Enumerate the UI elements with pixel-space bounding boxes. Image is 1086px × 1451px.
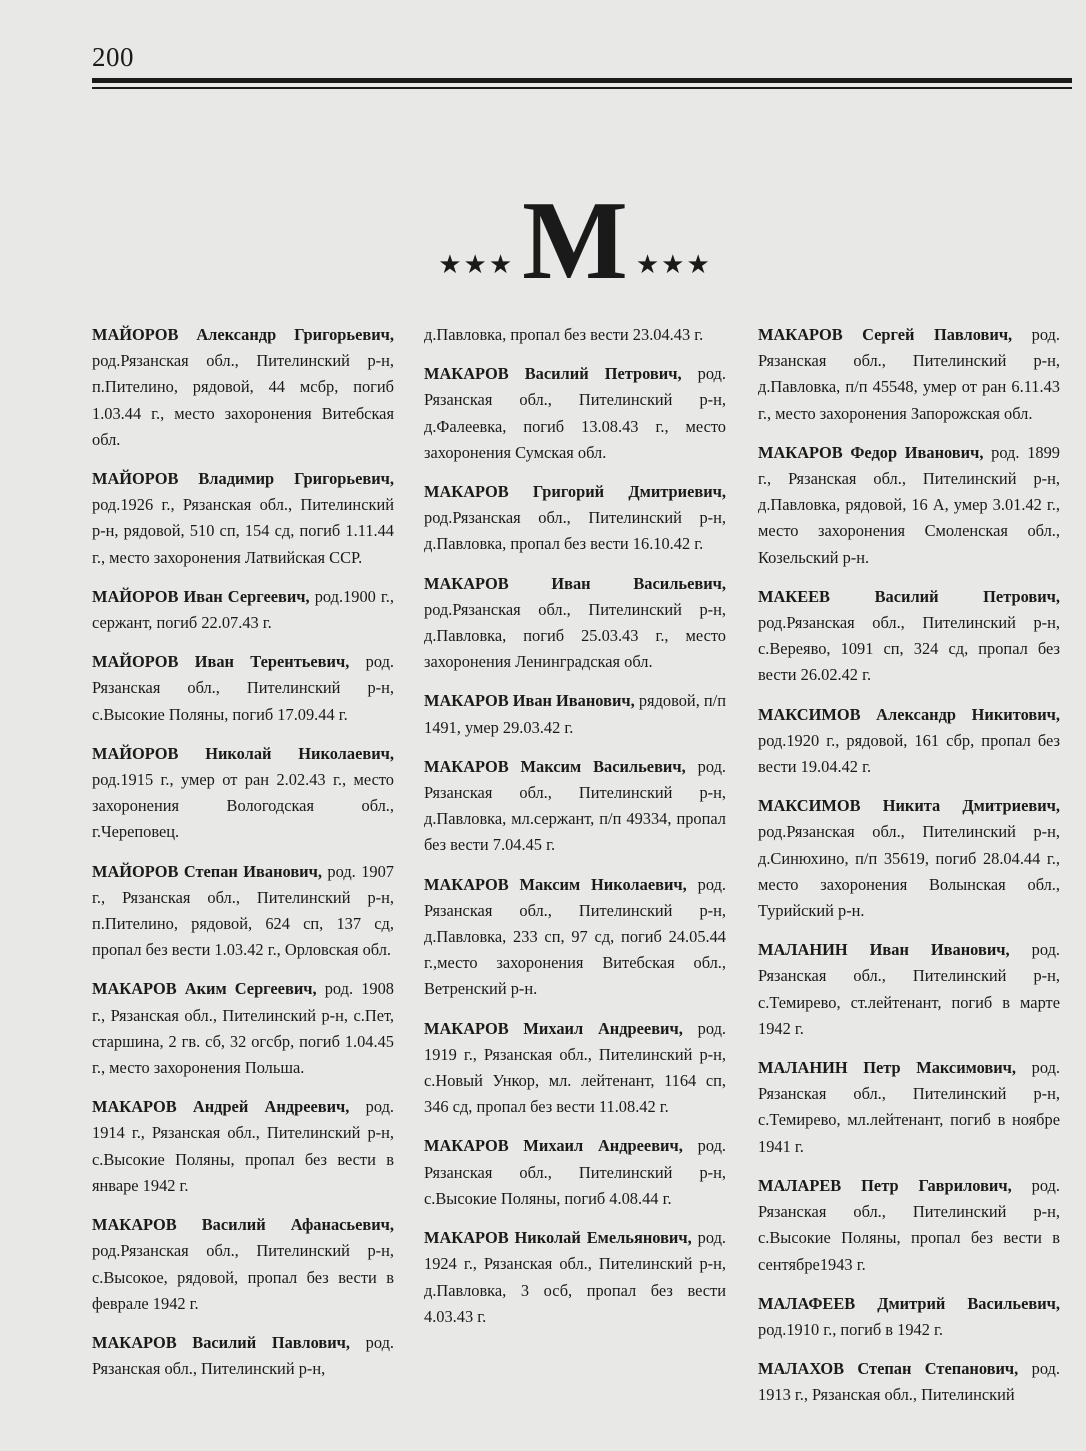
list-item — [424, 479, 726, 558]
list-item — [758, 440, 1060, 571]
person-details: род.1926 г., Рязанская обл., Пителинский р-н, рядовой, 510 сп, 154 сд, погиб 1.11.44 г., место захоронения Латвийская ССР. — [92, 495, 394, 567]
section-letter-block — [410, 179, 740, 304]
person-details: род. 1907 г., Рязанская обл., Пителинский р-н, п.Пителино, рядовой, 624 сп, 137 сд, пропал без вести 1.03.42 г., Орловская обл. — [92, 861, 394, 960]
list-item — [92, 1212, 394, 1317]
list-item — [424, 361, 726, 466]
person-details: род.Рязанская обл., Пителинский р-н, д.Павловка, пропал без вести 16.10.42 г. — [424, 508, 726, 554]
list-item — [758, 793, 1060, 924]
person-details: род.1920 г., рядовой, 161 сбр, пропал без вести 19.04.42 г. — [758, 730, 1060, 777]
list-item — [424, 1133, 726, 1212]
person-name: МАКАРОВ Андрей Андреевич, — [92, 1097, 350, 1117]
person-name: МАКАРОВ Аким Сергеевич, — [92, 979, 317, 999]
person-details: род. Рязанская обл., Пителинский р-н, с.Темирево, мл.лейтенант, погиб в ноябре 1941 г. — [758, 1058, 1061, 1156]
person-details: род. 1913 г., Рязанская обл., Пителинский — [758, 1359, 1060, 1405]
person-details: род. 1899 г., Рязанская обл., Пителинский р-н, д.Павловка, рядовой, 16 А, умер 3.01.42 г., место захоронения Смоленская обл., Козельский р-н. — [758, 442, 1060, 567]
person-name: МАЙОРОВ Владимир Григорьевич, — [92, 469, 394, 489]
person-name: МАЙОРОВ Иван Терентьевич, — [92, 652, 350, 672]
person-details: род. Рязанская обл., Пителинский р-н, с.Высокие Поляны, погиб 17.09.44 г. — [92, 652, 394, 724]
person-details: род. 1924 г., Рязанская обл., Пителинский р-н, д.Павловка, 3 осб, пропал без вести 4.03.43 г. — [424, 1228, 727, 1326]
person-details: род.Рязанская обл., Пителинский р-н, п.Пителино, рядовой, 44 мсбр, погиб 1.03.44 г., место захоронения Витебская обл. — [92, 351, 394, 449]
list-item — [424, 754, 726, 859]
person-name: МАКАРОВ Григорий Дмитриевич, — [424, 482, 726, 502]
person-name: МАКАРОВ Максим Николаевич, — [424, 874, 687, 894]
list-item — [92, 1094, 394, 1199]
person-name: МАКАРОВ Василий Павлович, — [92, 1332, 351, 1352]
person-name: МАКАРОВ Василий Афанасьевич, — [92, 1215, 394, 1235]
list-item — [758, 322, 1060, 427]
person-name: МАЛАНИН Иван Иванович, — [758, 940, 1010, 960]
person-name: МАКАРОВ Михаил Андреевич, — [424, 1136, 683, 1156]
person-details: род. Рязанская обл., Пителинский р-н, с.Высокие Поляны, пропал без вести в сентябре1943 г. — [758, 1175, 1060, 1274]
list-item — [92, 322, 394, 453]
person-details: род.Рязанская обл., Пителинский р-н, с.Высокое, рядовой, пропал без вести в феврале 1942 г. — [92, 1241, 394, 1313]
person-details: род.Рязанская обл., Пителинский р-н, д.Павловка, погиб 25.03.43 г., место захоронения Ленинградская обл. — [424, 599, 726, 672]
person-name: МАКАРОВ Михаил Андреевич, — [424, 1018, 683, 1038]
list-item — [92, 584, 394, 636]
list-item — [758, 1055, 1060, 1160]
column-3 — [758, 322, 1060, 1422]
person-name: МАКЕЕВ Василий Петрович, — [758, 586, 1060, 606]
person-name: МАКАРОВ Иван Васильевич, — [424, 573, 726, 593]
section-letter: М — [522, 179, 628, 304]
list-item — [758, 1356, 1060, 1408]
list-item — [92, 466, 394, 571]
person-name: МАКСИМОВ Александр Никитович, — [758, 704, 1060, 724]
list-item — [92, 859, 394, 964]
list-item — [424, 571, 726, 676]
list-item — [758, 937, 1060, 1042]
person-name: МАКАРОВ Сергей Павлович, — [758, 325, 1013, 344]
person-details: род. Рязанская обл., Пителинский р-н, с.Высокие Поляны, погиб 4.08.44 г. — [424, 1136, 726, 1208]
list-item — [758, 1291, 1060, 1343]
page-number: 200 — [92, 42, 134, 72]
list-item — [424, 322, 726, 348]
column-2 — [424, 322, 726, 1343]
person-details: род. Рязанская обл., Пителинский р-н, д.Фалеевка, погиб 13.08.43 г., место захоронения Сумская обл. — [424, 364, 726, 462]
person-details: род.1910 г., погиб в 1942 г. — [758, 1319, 943, 1339]
list-item — [92, 741, 394, 846]
person-name: МАЛАХОВ Степан Степанович, — [758, 1359, 1019, 1379]
person-name: МАЛАРЕВ Петр Гаврилович, — [758, 1175, 1012, 1195]
person-details: род. Рязанская обл., Пителинский р-н, д.Павловка, п/п 45548, умер от ран 6.11.43 г., место захоронения Запорожская обл. — [758, 325, 1060, 423]
person-details: род.1900 г., сержант, погиб 22.07.43 г. — [92, 586, 394, 633]
person-name: МАЛАФЕЕВ Дмитрий Васильевич, — [758, 1293, 1060, 1313]
header-rule-thick — [92, 78, 1072, 83]
person-details: род. Рязанская обл., Пителинский р-н, д.Павловка, 233 сп, 97 сд, погиб 24.05.44 г.,место захоронения Витебская обл., Ветренский р-н. — [424, 874, 726, 999]
column-1 — [92, 322, 394, 1395]
person-details: род.Рязанская обл., Пителинский р-н, д.Синюхино, п/п 35619, погиб 28.04.44 г., место захоронения Волынская обл., Турийский р-н. — [758, 822, 1060, 921]
person-name: МАКАРОВ Иван Иванович, — [424, 691, 635, 711]
person-details: род. Рязанская обл., Пителинский р-н, д.Павловка, мл.сержант, п/п 49334, пропал без вести 7.04.45 г. — [424, 756, 727, 855]
header-rule-thin — [92, 87, 1072, 89]
list-item — [758, 702, 1060, 781]
person-details: д.Павловка, пропал без вести 23.04.43 г. — [424, 325, 704, 344]
person-name: МАЙОРОВ Александр Григорьевич, — [92, 325, 394, 344]
person-details: род. Рязанская обл., Пителинский р-н, с.Темирево, ст.лейтенант, погиб в марте 1942 г. — [758, 940, 1061, 1038]
person-name: МАКАРОВ Максим Васильевич, — [424, 756, 686, 776]
person-name: МАЙОРОВ Николай Николаевич, — [92, 743, 394, 763]
list-item — [92, 649, 394, 728]
list-item — [92, 976, 394, 1081]
person-details: род. 1908 г., Рязанская обл., Пителинский р-н, с.Пет, старшина, 2 гв. сб, 32 огсбр, погиб 1.04.45 г., место захоронения Польша. — [92, 979, 394, 1078]
person-name: МАЛАНИН Петр Максимович, — [758, 1058, 1017, 1078]
person-details: род. Рязанская обл., Пителинский р-н, — [92, 1332, 394, 1379]
person-details: род. 1919 г., Рязанская обл., Пителинский р-н, с.Новый Ункор, мл. лейтенант, 1164 сп, 346 сд, пропал без вести 11.08.42 г. — [424, 1018, 726, 1117]
person-name: МАКСИМОВ Никита Дмитриевич, — [758, 796, 1060, 816]
list-item — [758, 1173, 1060, 1278]
person-details: рядовой, п/п 1491, умер 29.03.42 г. — [424, 691, 726, 737]
person-details: род.Рязанская обл., Пителинский р-н, с.Вереяво, 1091 сп, 324 сд, пропал без вести 26.02.42 г. — [758, 613, 1060, 685]
person-name: МАЙОРОВ Иван Сергеевич, — [92, 586, 310, 606]
stars-left: ★★★ — [438, 250, 515, 279]
list-item — [424, 1016, 726, 1121]
person-details: род. 1914 г., Рязанская обл., Пителинский р-н, с.Высокие Поляны, пропал без вести в январе 1942 г. — [92, 1097, 395, 1195]
stars-right: ★★★ — [635, 250, 712, 279]
list-item — [424, 1225, 726, 1330]
list-item — [424, 872, 726, 1003]
list-item — [92, 1330, 394, 1382]
person-name: МАКАРОВ Федор Иванович, — [758, 442, 984, 462]
list-item — [424, 688, 726, 740]
list-item — [758, 584, 1060, 689]
person-name: МАЙОРОВ Степан Иванович, — [92, 861, 322, 881]
person-details: род.1915 г., умер от ран 2.02.43 г., место захоронения Вологодская обл., г.Череповец. — [92, 770, 394, 842]
person-name: МАКАРОВ Василий Петрович, — [424, 364, 682, 384]
person-name: МАКАРОВ Николай Емельянович, — [424, 1228, 692, 1248]
